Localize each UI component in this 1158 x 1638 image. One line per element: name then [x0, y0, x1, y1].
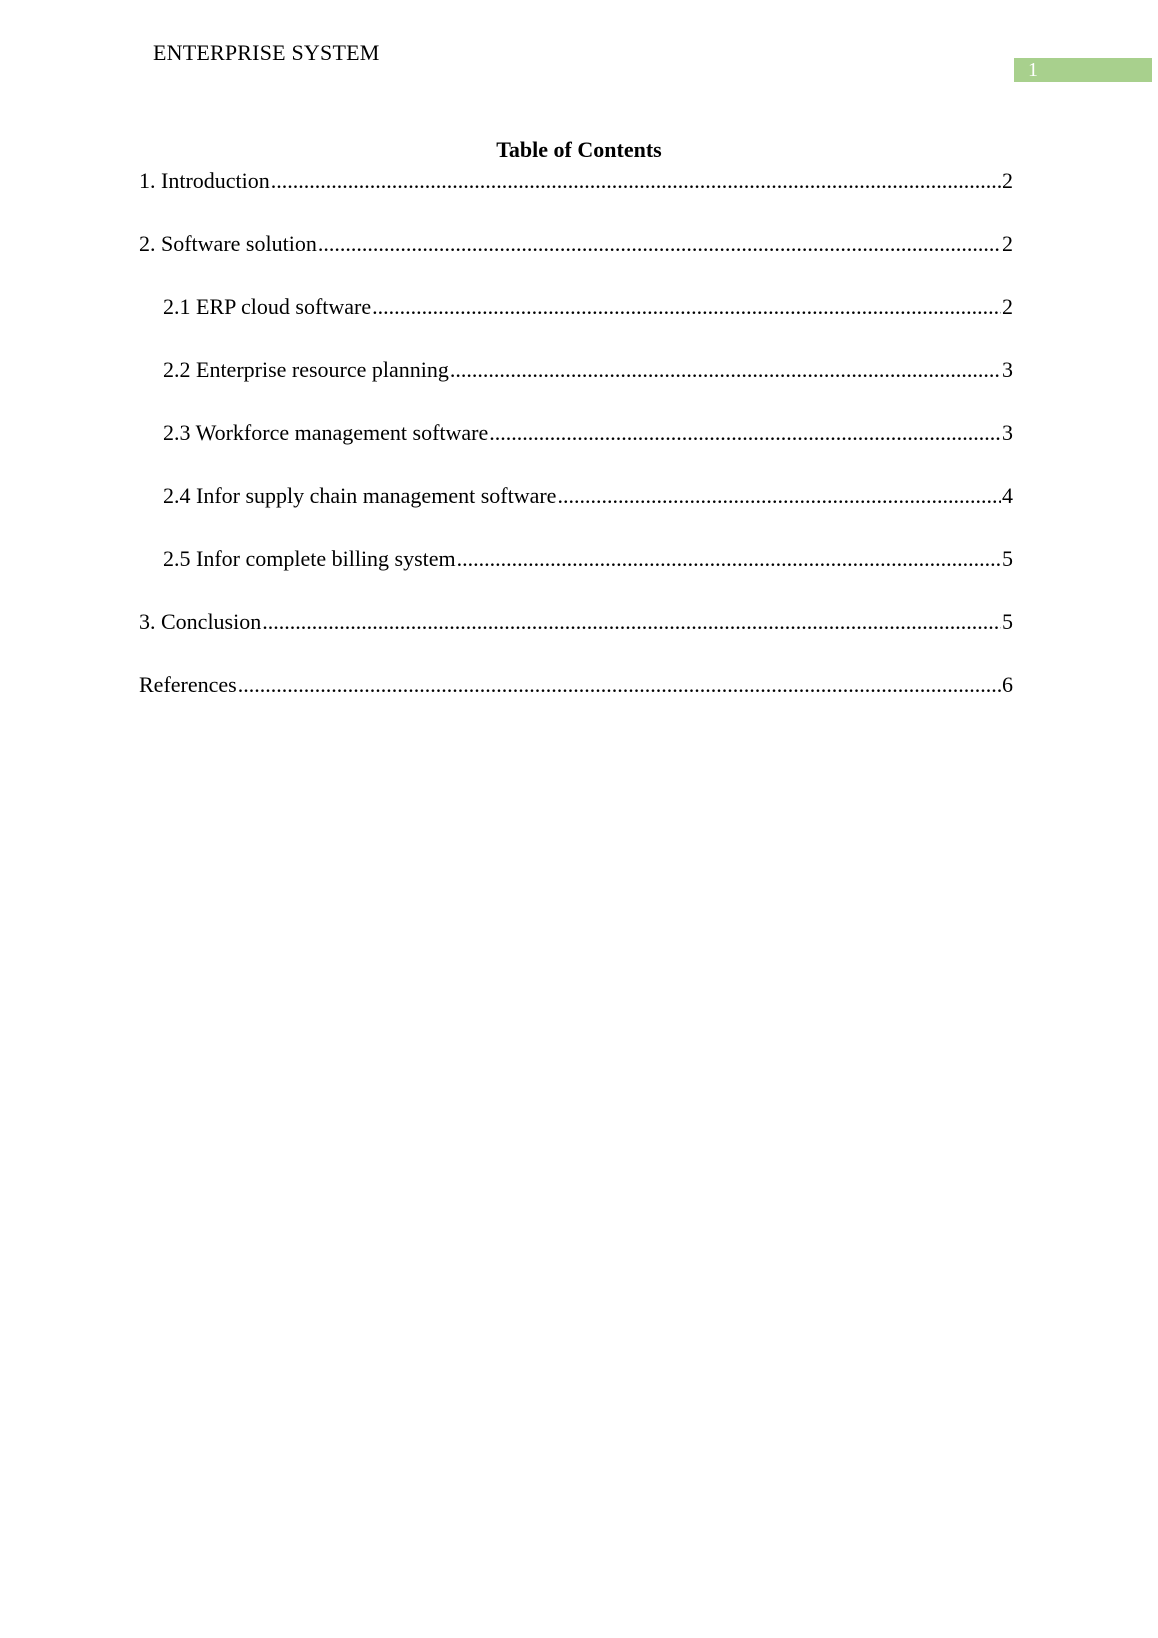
- toc-entry-text: 2.4 Infor supply chain management software: [163, 483, 557, 508]
- toc-entry-page: 3: [1002, 357, 1013, 382]
- page-number: 1: [1028, 59, 1038, 81]
- toc-entry-erp-cloud-software[interactable]: [139, 294, 1013, 357]
- toc-entry-workforce-management-software[interactable]: [139, 420, 1013, 483]
- toc-entry-text: 2.5 Infor complete billing system: [163, 546, 456, 571]
- toc-entry-text: 2.2 Enterprise resource planning: [163, 357, 449, 382]
- toc-entry-page: 4: [1002, 483, 1013, 508]
- toc-entry-software-solution[interactable]: [139, 231, 1013, 294]
- toc-entry-text: References: [139, 672, 237, 697]
- toc-leader-dots: [238, 672, 1001, 698]
- toc-entry-page: 2: [1002, 231, 1013, 256]
- toc-entry-page: 5: [1002, 546, 1013, 571]
- toc-leader-dots: [489, 420, 1001, 446]
- toc-leader-dots: [372, 294, 1001, 320]
- toc-entry-introduction[interactable]: [139, 168, 1013, 231]
- toc-entry-page: 3: [1002, 420, 1013, 445]
- toc-entry-page: 5: [1002, 609, 1013, 634]
- toc-leader-dots: [262, 609, 1001, 635]
- toc-entry-text: 2.1 ERP cloud software: [163, 294, 372, 319]
- toc-entry-text: 3. Conclusion: [139, 609, 262, 634]
- toc-leader-dots: [450, 357, 1001, 383]
- toc-leader-dots: [318, 231, 1001, 257]
- toc-entry-enterprise-resource-planning[interactable]: [139, 357, 1013, 420]
- toc-entry-text: 2. Software solution: [139, 231, 317, 256]
- toc-leader-dots: [271, 168, 1001, 194]
- toc-entry-complete-billing-system[interactable]: [139, 546, 1013, 609]
- toc-entry-page: 2: [1002, 168, 1013, 193]
- toc-entry-text: 2.3 Workforce management software: [163, 420, 489, 445]
- toc-entry-page: 6: [1002, 672, 1013, 697]
- toc-leader-dots: [557, 483, 1001, 509]
- toc-entry-conclusion[interactable]: [139, 609, 1013, 672]
- toc-entry-page: 2: [1002, 294, 1013, 319]
- toc-leader-dots: [457, 546, 1001, 572]
- toc-entry-text: 1. Introduction: [139, 168, 270, 193]
- toc-title: Table of Contents: [496, 137, 662, 162]
- running-head: ENTERPRISE SYSTEM: [153, 40, 380, 65]
- toc-list: [139, 168, 1013, 735]
- page-number-badge: [1014, 58, 1152, 82]
- toc-entry-references[interactable]: [139, 672, 1013, 735]
- toc-entry-supply-chain-management-software[interactable]: [139, 483, 1013, 546]
